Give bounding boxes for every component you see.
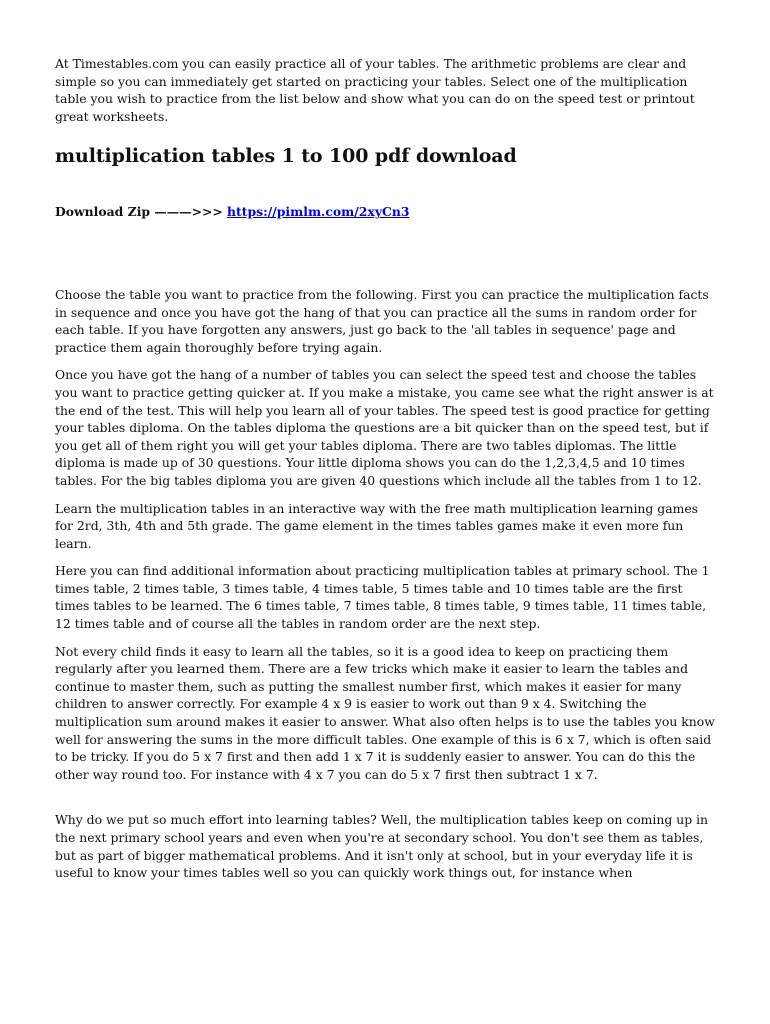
paragraph-primary-school: Here you can find additional information about practicing multiplication tables at primary school. The 1 times table, 2 times table, 3 times table, 4 times table, 5 times table and 10 times table are the first times tables to be learned. The 6 times table, 7 times table, 8 times table, 9 times table, 11 times table, 12 times table and of course all the tables in random order are the next step. — [55, 563, 710, 632]
paragraph-interactive-games: Learn the multiplication tables in an interactive way with the free math multiplication learning games for 2rd, 3th, 4th and 5th grade. The game element in the times tables games make it even more fun learn. — [55, 500, 699, 551]
download-link[interactable]: https://pimlm.com/2xyCn3 — [227, 204, 410, 220]
page-title: multiplication tables 1 to 100 pdf download — [55, 145, 517, 168]
paragraph-why-learn: Why do we put so much effort into learning tables? Well, the multiplication tables keep on coming up in the next primary school years and even when you're at secondary school. You don't see them as tables, but as part of bigger mathematical problems. And it isn't only at school, but in your everyday life it is useful to know your times tables well so you can quickly work things out, for instance when — [55, 812, 709, 881]
paragraph-choose-table: Choose the table you want to practice from the following. First you can practice the multiplication facts in sequence and once you have got the hang of that you can practice all the sums in random order for each table. If you have forgotten any answers, just go back to the 'all tables in sequence' page and practice them again thoroughly before trying again. — [55, 286, 709, 355]
download-line — [55, 203, 717, 221]
body-text — [55, 286, 717, 882]
paragraph-tricks: Not every child finds it easy to learn all the tables, so it is a good idea to keep on practicing them regularly after you learned them. There are a few tricks which make it easier to learn the tables and continue to master them, such as putting the smallest number first, which makes it easier for many children to answer correctly. For example 4 x 9 is easier to work out than 9 x 4. Switching the multiplication sum around makes it easier to answer. What also often helps is to use the tables you know well for answering the sums in the more difficult tables. One example of this is 6 x 7, which is often said to be tricky. If you do 5 x 7 first and then add 1 x 7 it is suddenly easier to answer. You can do this the other way round too. For instance with 4 x 7 you can do 5 x 7 first then subtract 1 x 7. — [55, 643, 715, 782]
download-label: Download Zip ———>>> — [55, 204, 228, 220]
intro-paragraph: At Timestables.com you can easily practice all of your tables. The arithmetic problems are clear and simple so you can immediately get started on practicing your tables. Select one of the multiplication table you wish to practice from the list below and show what you can do on the speed test or printout great worksheets. — [55, 56, 695, 124]
document-page — [55, 55, 717, 892]
paragraph-speed-test: Once you have got the hang of a number of tables you can select the speed test and choose the tables you want to practice getting quicker at. If you make a mistake, you came see what the right answer is at the end of the test. This will help you learn all of your tables. The speed test is good practice for getting your tables diploma. On the tables diploma the questions are a bit quicker than on the speed test, but if you get all of them right you will get your tables diploma. There are two tables diplomas. The little diploma is made up of 30 questions. Your little diploma shows you can do the 1,2,3,4,5 and 10 times tables. For the big tables diploma you are given 40 questions which include all the tables from 1 to 12. — [55, 367, 714, 488]
